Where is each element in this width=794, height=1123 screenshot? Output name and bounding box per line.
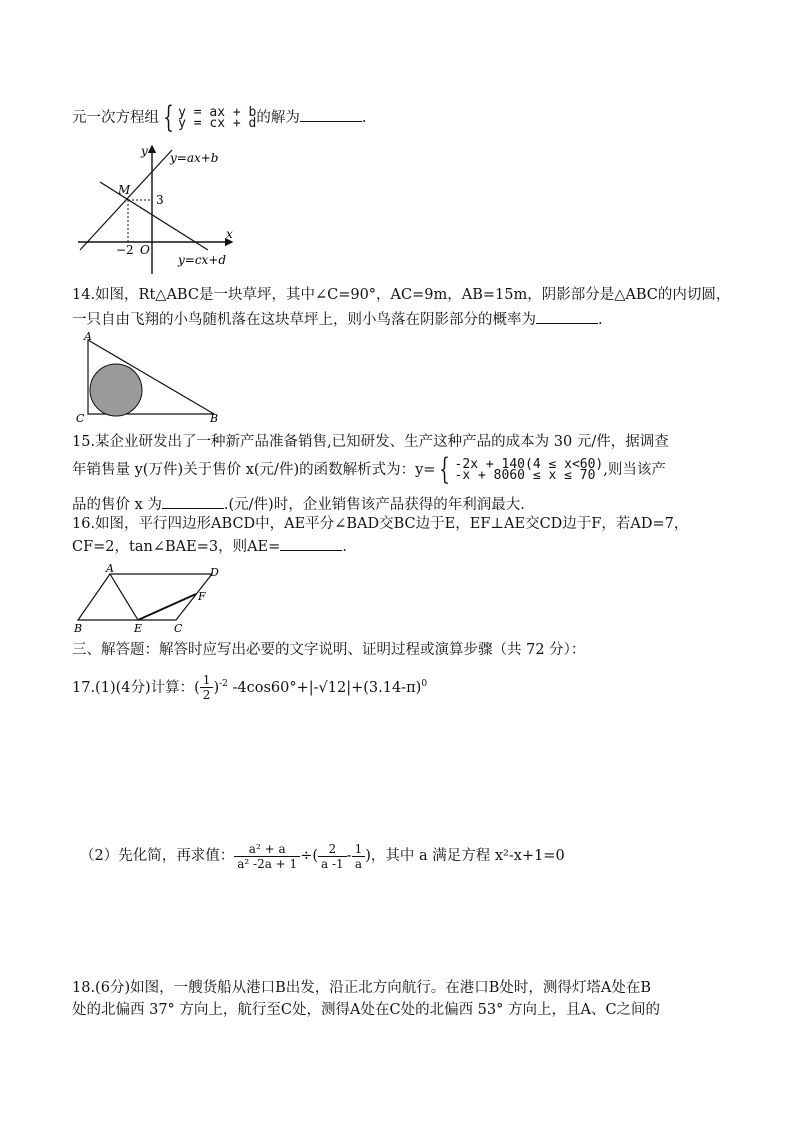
label-a: A [106,562,114,575]
frac-num: 1 [200,673,214,688]
equation-system [178,107,256,129]
frac1-num: a² + a [234,842,300,857]
section-3-title: 三、解答题：解答时应写出必要的文字说明、证明过程或演算步骤（共 72 分）： [72,642,586,658]
label-origin: O [140,243,150,257]
q14-line2 [72,309,603,330]
label-b: B [74,622,83,634]
frac1-den: a² -2a + 1 [237,856,298,871]
figure-13-graph [74,140,244,278]
answer-blank-13[interactable] [300,107,362,122]
answer-blank-15[interactable] [162,494,224,509]
q14-line2-text: 一只自由飞翔的小鸟随机落在这块草坪上，则小鸟落在阴影部分的概率为 [72,312,536,328]
q16-line2-prefix: CF=2，tan∠BAE=3，则AE= [72,539,281,555]
equation-1: y = ax + b [178,105,257,120]
label-x: x [226,227,233,241]
q13-text [72,100,367,135]
fraction-1 [234,842,300,871]
q15-line1: 15.某企业研发出了一种新产品准备销售,已知研发、生产这种产品的成本为 30 元/件，据调查 [72,434,669,450]
label-e: E [134,622,143,634]
q18-line1: 18.(6分)如图，一艘货船从港口B出发，沿正北方向航行。在港口B处时，测得灯塔A处在B [72,980,652,996]
label-c: C [76,412,85,425]
label-a: A [84,330,92,343]
figure-16-parallelogram [74,562,224,634]
q14-end: . [598,312,603,328]
fraction-3 [352,842,366,871]
q17-2-div: ÷( [300,848,318,864]
answer-blank-14[interactable] [536,309,598,324]
q16-line2 [72,536,347,557]
q17-2-close: )，其中 a 满足方程 x²-x+1=0 [365,848,565,864]
frac3-den: a [354,856,362,871]
segment-ef [138,594,196,620]
piecewise-cases [455,459,604,481]
q15-line2 [72,452,666,487]
case-1: -2x + 140(4 ≤ x<60) [454,457,604,472]
figure-14-triangle [74,330,224,426]
q17-1-exp: -2 [219,679,228,689]
fraction-2 [318,842,347,871]
q13-suffix: 的解为 [256,110,300,126]
label-line1: y=ax+b [170,151,219,165]
incircle-shaded [90,364,142,416]
label-c: C [174,622,183,634]
q15-line3-prefix: 品的售价 x 为 [72,497,162,513]
label-neg2: −2 [116,243,134,257]
q16-end: . [342,539,347,555]
q16-line1: 16.如图，平行四边形ABCD中，AE平分∠BAD交BC边于E，EF⊥AE交CD边于F，若AD=7， [72,516,689,532]
q17-1-close: ) [213,679,220,696]
q18-line2: 处的北偏西 37° 方向上，航行至C处，测得A处在C处的北偏西 53° 方向上，且A、C之间的 [72,1002,661,1018]
system-brace-icon: { [163,100,174,135]
q17-2-minus: - [346,848,352,864]
q15-line3 [72,494,525,515]
q15-line3-suffix: .(元/件)时，企业销售该产品获得的年利润最大. [223,497,525,513]
label-f: F [198,590,206,603]
q17-1-prefix: 17.(1)(4分)计算：( [72,679,200,696]
label-b: B [210,412,219,425]
piecewise-brace-icon: { [439,452,451,487]
label-three: 3 [156,193,164,207]
q17-1-rest: -4cos60°+|-√12|+(3.14-π) [227,679,422,696]
parallelogram-abcd [78,574,212,620]
label-y: y [141,144,148,158]
frac-den: 2 [202,688,211,703]
answer-blank-16[interactable] [280,536,342,551]
label-d: D [210,566,219,579]
q17-2-prefix: （2）先化简，再求值： [80,848,235,864]
q15-line2-prefix: 年销售量 y(万件)关于售价 x(元/件)的函数解析式为：y= [72,462,436,478]
label-m: M [118,183,131,197]
segment-ae [110,574,138,620]
q13-end: . [361,110,367,126]
case-2: -x + 8060 ≤ x ≤ 70 [454,468,596,483]
equation-2: y = cx + d [178,116,257,131]
q17-part2 [80,836,565,876]
q15-line2-suffix: ,则当该产 [603,462,666,478]
q14-line1: 14.如图，Rt△ABC是一块草坪，其中∠C=90°，AC=9m，AB=15m，阴影部分是△ABC的内切圆， [72,287,731,303]
fraction-half [200,673,214,702]
label-line2: y=cx+d [178,253,227,267]
frac2-den: a -1 [321,856,344,871]
line-cx-d [100,182,208,250]
q17-part1 [72,668,427,704]
q13-prefix: 元一次方程组 [72,110,159,126]
q17-1-exp2: 0 [421,679,428,689]
frac2-num: 2 [318,842,347,857]
frac3-num: 1 [352,842,366,857]
